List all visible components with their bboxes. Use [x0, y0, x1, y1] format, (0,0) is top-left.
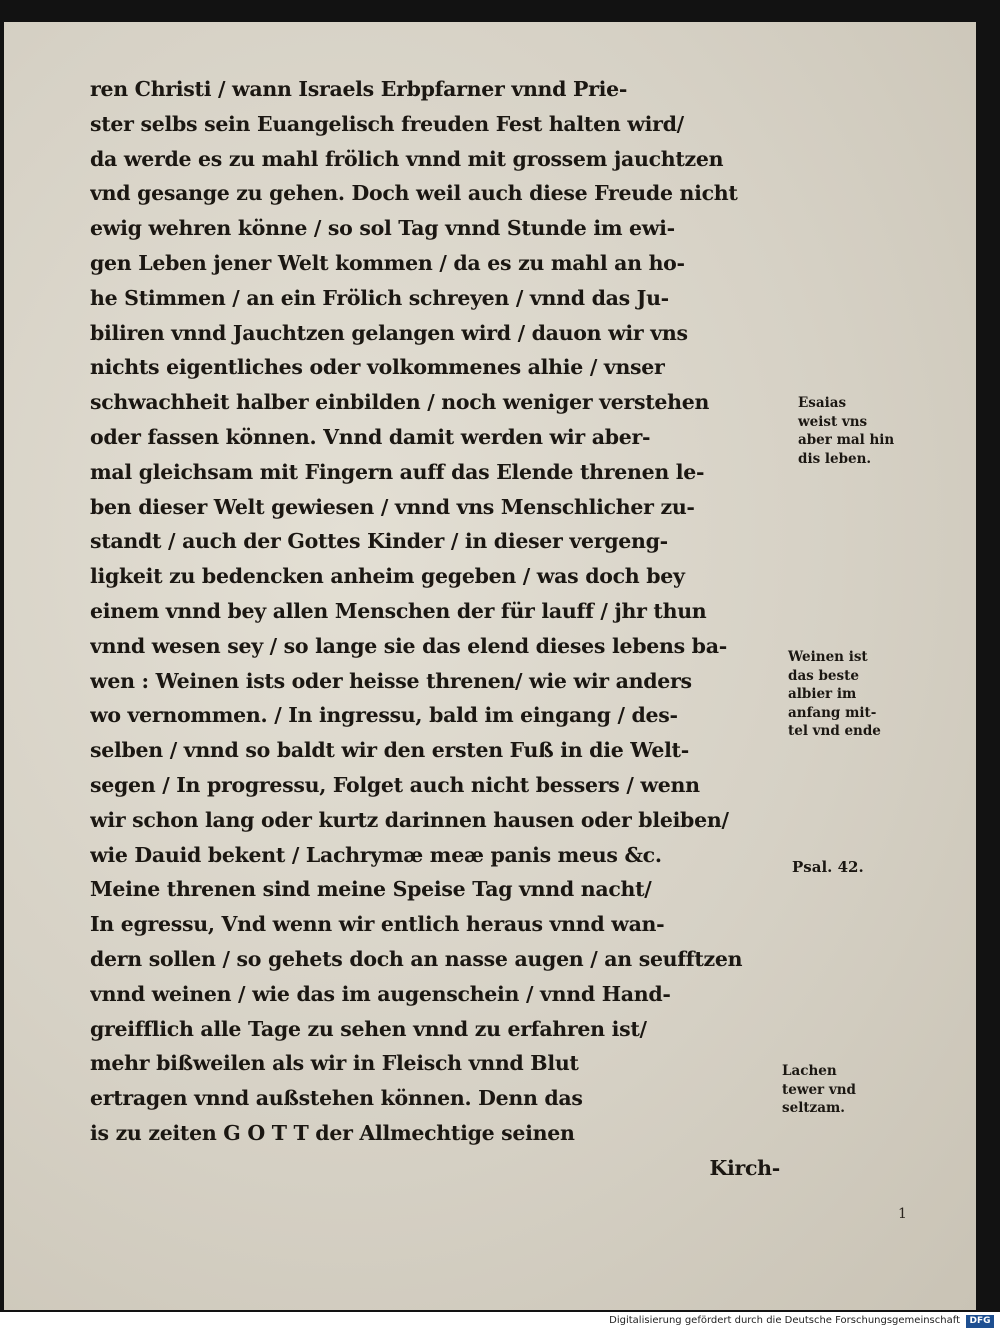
text-line: segen / In progressu, Folget auch nicht bessers / wenn [90, 772, 700, 797]
text-line: wo vernommen. / In ingressu, bald im eingang / des- [90, 703, 678, 728]
text-line: biliren vnnd Jauchtzen gelangen wird / dauon wir vns [90, 320, 688, 345]
marginal-note-esaias [798, 394, 894, 468]
text-line: vnd gesange zu gehen. Doch weil auch diese Freude nicht [90, 181, 738, 206]
text-line: is zu zeiten G O T T der Allmechtige seinen [90, 1120, 575, 1145]
text-line: mal gleichsam mit Fingern auff das Elende threnen le- [90, 459, 705, 484]
text-line: dern sollen / so gehets doch an nasse augen / an seufftzen [90, 946, 743, 971]
footer-bar [0, 1312, 1000, 1332]
text-line: ertragen vnnd außstehen können. Denn das [90, 1086, 583, 1111]
marginal-note-weinen [788, 648, 881, 741]
text-line: ren Christi / wann Israels Erbpfarner vnnd Prie- [90, 77, 628, 101]
text-line: nichts eigentliches oder volkommenes alhie / vnser [90, 355, 665, 380]
text-line: vnnd weinen / wie das im augenschein / vnnd Hand- [90, 981, 671, 1006]
marginal-note-line: aber mal hin [798, 432, 895, 448]
footer-credit: Digitalisierung gefördert durch die Deutsche Forschungsgemeinschaft [609, 1315, 960, 1326]
text-line: he Stimmen / an ein Frölich schreyen / vnnd das Ju- [90, 285, 669, 310]
text-line: vnnd wesen sey / so lange sie das elend dieses lebens ba- [90, 633, 727, 658]
marginal-note-line: albier im [788, 686, 857, 702]
text-line: selben / vnnd so baldt wir den ersten Fuß in die Welt- [90, 738, 689, 763]
text-line: oder fassen können. Vnnd damit werden wir aber- [90, 424, 651, 449]
text-line: ben dieser Welt gewiesen / vnnd vns Menschlicher zu- [90, 494, 695, 519]
marginal-note-line: dis leben. [798, 450, 872, 467]
text-line: da werde es zu mahl frölich vnnd mit grossem jauchtzen [90, 146, 724, 171]
catchword: Kirch- [709, 1155, 780, 1180]
text-line: gen Leben jener Welt kommen / da es zu mahl an ho- [90, 250, 685, 275]
marginal-note-line: seltzam. [782, 1100, 845, 1116]
text-line: wir schon lang oder kurtz darinnen hausen oder bleiben/ [90, 807, 729, 832]
text-line: In egressu, Vnd wenn wir entlich heraus vnnd wan- [90, 912, 665, 937]
marginal-note-line: Esaias [798, 395, 847, 411]
body-text [90, 72, 790, 1186]
text-line: wen : Weinen ists oder heisse threnen/ wie wir anders [90, 668, 692, 693]
marginal-note-lachen [782, 1062, 856, 1118]
text-line: greifflich alle Tage zu sehen vnnd zu erfahren ist/ [90, 1016, 647, 1041]
marginal-note-line: tewer vnd [782, 1081, 856, 1098]
text-line: schwachheit halber einbilden / noch weniger verstehen [90, 390, 710, 415]
text-line: wie Dauid bekent / Lachrymæ meæ panis meus &c. [90, 842, 662, 867]
marginal-note-line: Psal. 42. [792, 858, 864, 876]
marginal-note-line: weist vns [798, 413, 868, 430]
text-line: ewig wehren könne / so sol Tag vnnd Stunde im ewi- [90, 216, 675, 241]
text-line: mehr bißweilen als wir in Fleisch vnnd Blut [90, 1051, 579, 1076]
marginal-note-line: das beste [788, 667, 859, 684]
marginal-note-line: anfang mit- [788, 704, 877, 721]
signature-mark: 1 [898, 1206, 907, 1222]
text-line: ster selbs sein Euangelisch freuden Fest halten wird/ [90, 111, 684, 136]
text-line: ligkeit zu bedencken anheim gegeben / was doch bey [90, 564, 685, 589]
dfg-logo-icon: DFG [966, 1315, 994, 1328]
marginal-note-psalm [792, 858, 864, 877]
document-page [4, 22, 976, 1310]
marginal-note-line: Weinen ist [788, 649, 868, 665]
text-line: standt / auch der Gottes Kinder / in dieser vergeng- [90, 529, 668, 554]
marginal-note-line: Lachen [782, 1063, 837, 1079]
marginal-note-line: tel vnd ende [788, 723, 881, 739]
text-line: einem vnnd bey allen Menschen der für lauff / jhr thun [90, 598, 707, 623]
text-line: Meine threnen sind meine Speise Tag vnnd nacht/ [90, 877, 652, 902]
